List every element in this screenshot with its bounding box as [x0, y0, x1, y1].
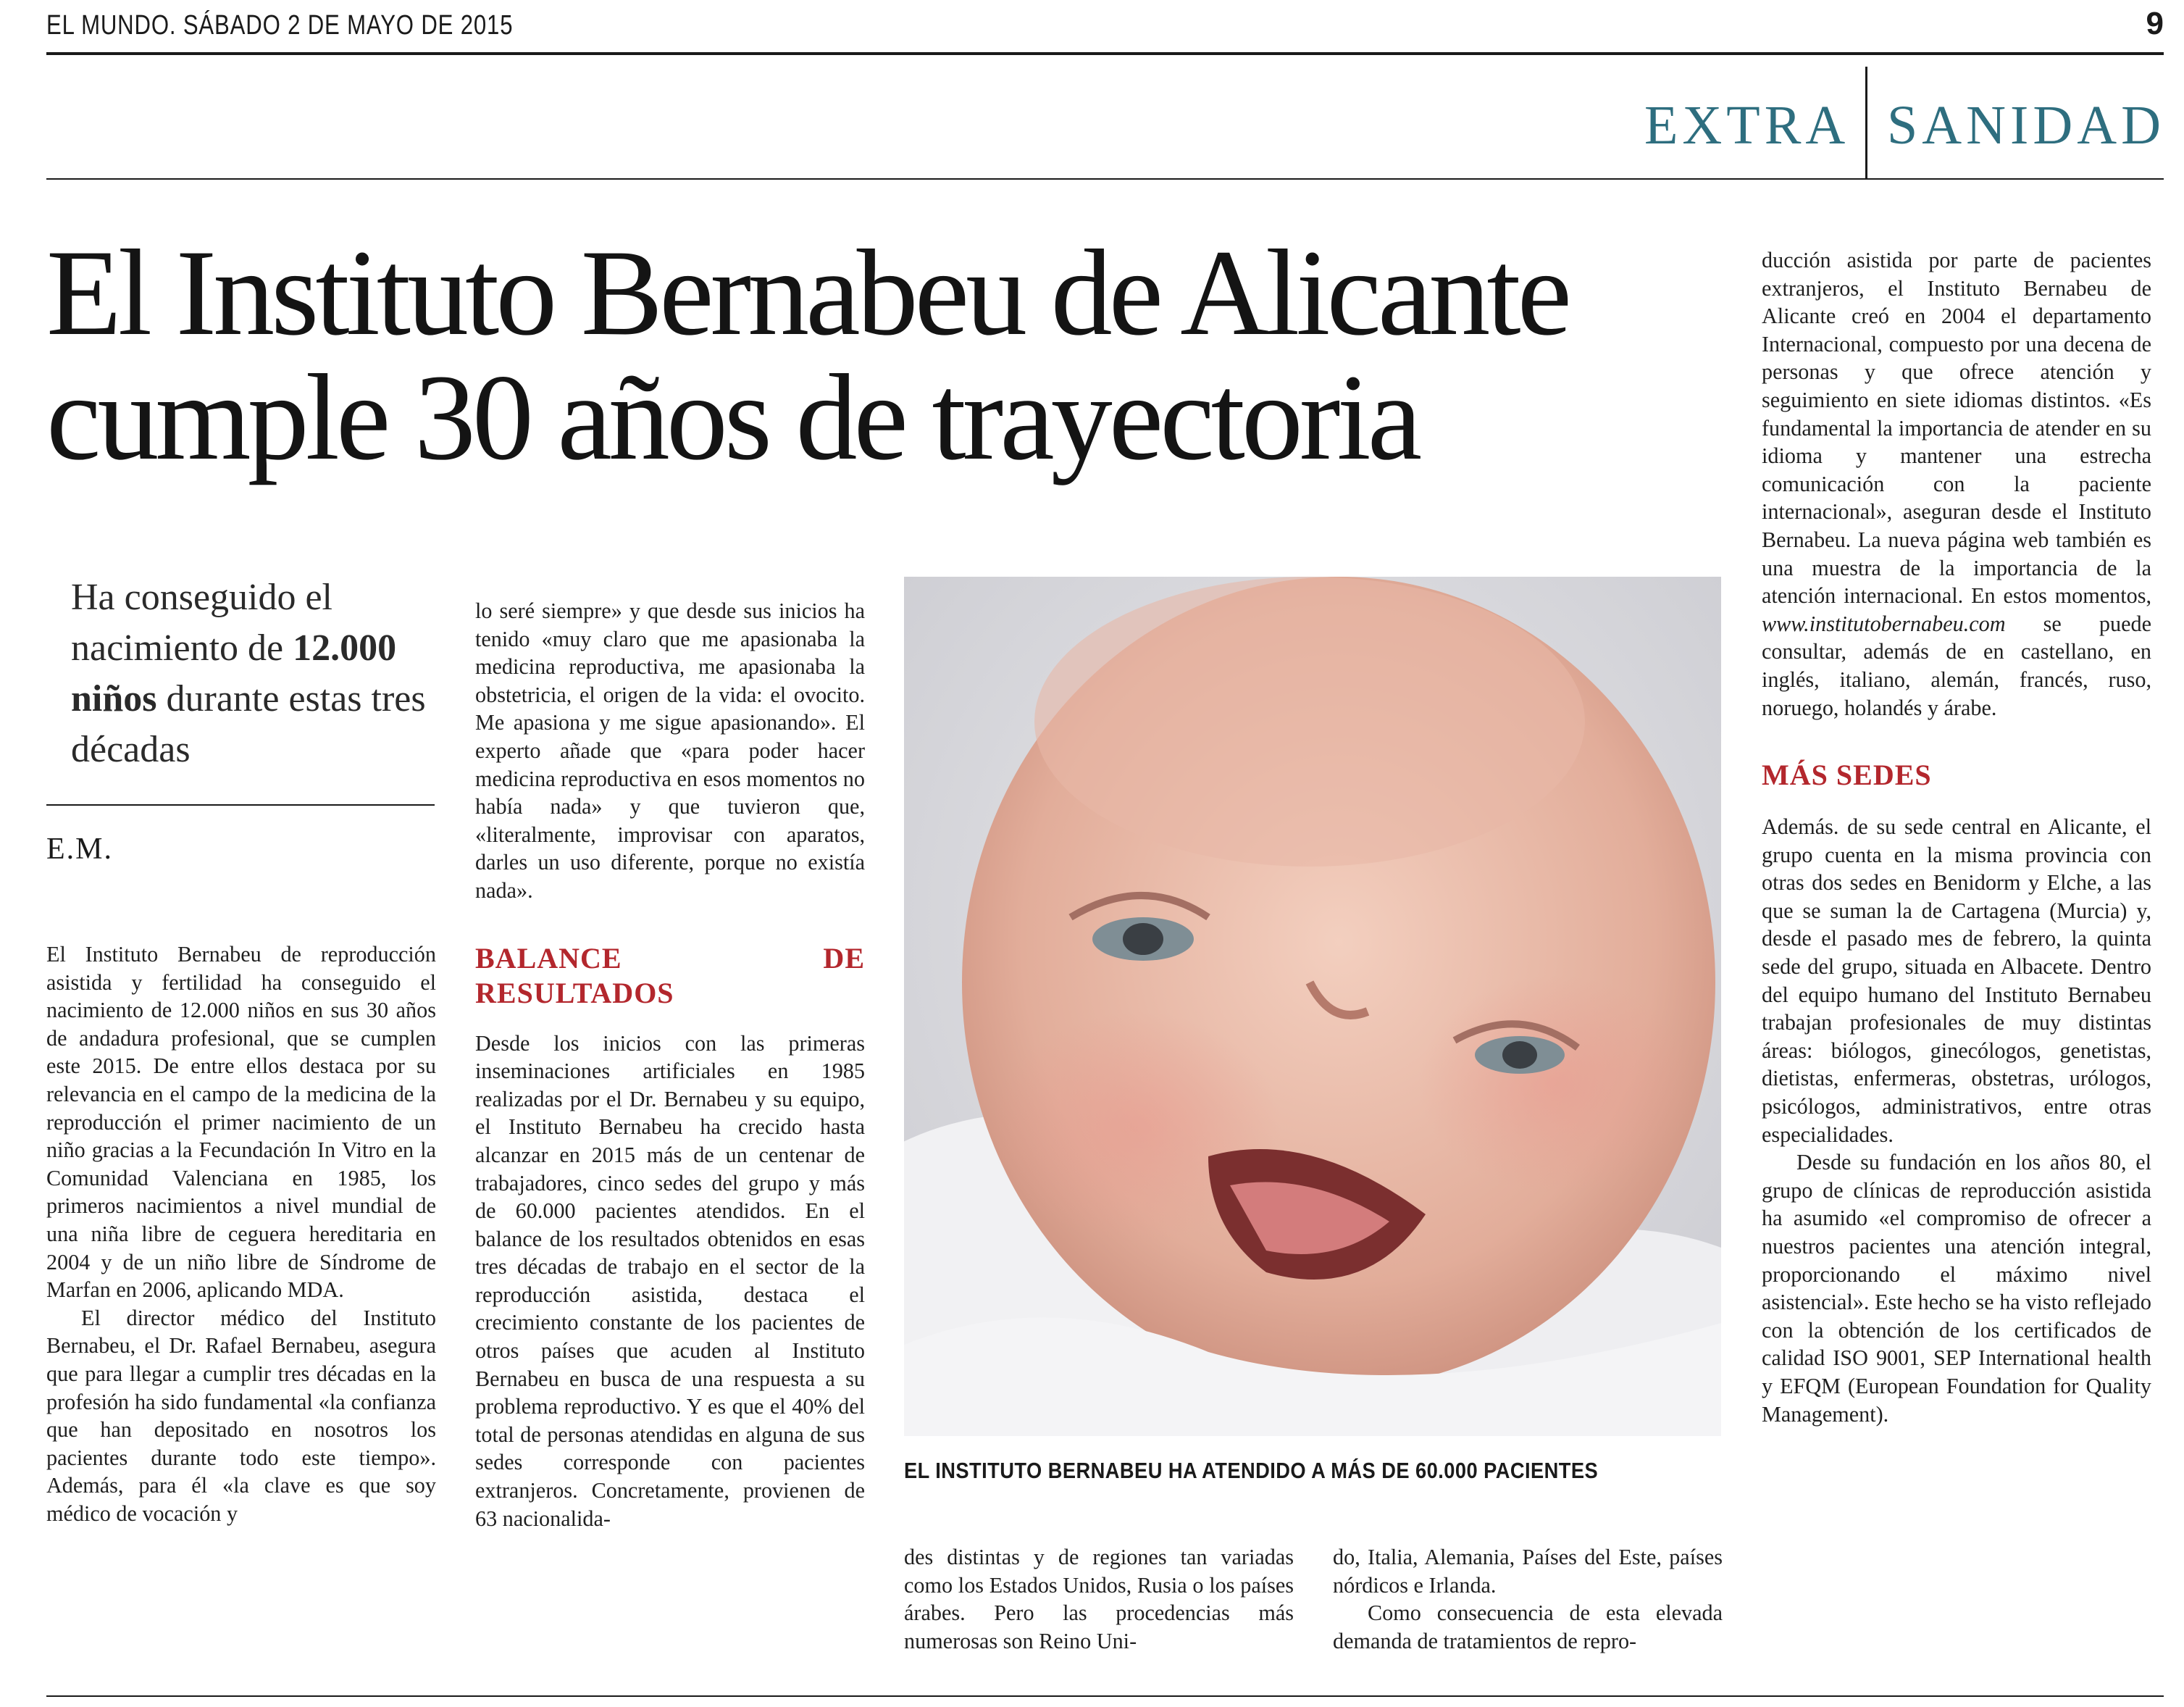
paragraph: des distintas y de regiones tan variadas como los Estados Unidos, Rusia o los países árabes. Pero las procedencias más numerosas son Reino Uni- — [904, 1545, 1294, 1653]
photo-caption: EL INSTITUTO BERNABEU HA ATENDIDO A MÁS DE 60.000 PACIENTES — [904, 1458, 1599, 1483]
paragraph — [1762, 246, 2151, 722]
paragraph: Desde los inicios con las primeras inseminaciones artificiales en 1985 realizadas por el Dr. Bernabeu y su equipo, el Instituto Bernabeu ha crecido hasta alcanzar en 2015 más de un centenar de trabajadores, cinco sedes del grupo y más de 60.000 pacientes atendidos. En el balance de los resultados obtenidos en esas tres décadas de trabajo en el sector de la reproducción asistida, destaca el crecimiento constante de los pacientes de otros países que acuden al Instituto Bernabeu en busca de una respuesta a su problema reproductivo. Y es que el 40% del total de personas atendidas en alguna de sus sedes corresponde con pacientes extranjeros. Concretamente, provienen de 63 nacionalida- — [475, 1030, 865, 1531]
headline-line-1: El Instituto Bernabeu de Alicante — [46, 225, 1569, 361]
article-column-3 — [904, 1543, 1294, 1655]
website-url[interactable]: www.institutobernabeu.com — [1762, 611, 2006, 636]
footer-rule — [46, 1695, 2164, 1697]
deck-rule — [46, 804, 435, 806]
publication-date: EL MUNDO. SÁBADO 2 DE MAYO DE 2015 — [46, 10, 514, 41]
header-rule — [46, 52, 2164, 55]
paragraph: Como consecuencia de esta elevada demanda de tratamientos de repro- — [1333, 1600, 1723, 1653]
paragraph: Desde su fundación en los años 80, el grupo de clínicas de reproducción asistida ha asumido «el compromiso de ofrecer a nuestros pacientes una atención integral, proporcionando el máximo nivel asistencial». Este hecho se ha visto reflejado con la obtención de los certificados de calidad ISO 9001, SEP International health y EFQM (European Foundation for Quality Management). — [1762, 1150, 2151, 1427]
paragraph: El director médico del Instituto Bernabeu, el Dr. Rafael Bernabeu, asegura que para llegar a cumplir tres décadas en la profesión ha sido fundamental «la confianza que han depositado en nosotros los pacientes durante todo este tiempo». Además, para él «la clave es que soy médico de vocación y — [46, 1305, 436, 1526]
headline-line-2: cumple 30 años de trayectoria — [46, 349, 1419, 485]
laughing-baby-photo — [904, 577, 1721, 1436]
paragraph-text: ducción asistida por parte de pacientes extranjeros, el Instituto Bernabeu de Alicante creó en 2004 el departamento Internacional, compuesto por una decena de personas y que ofrece atención y seguimiento en siete idiomas distintos. «Es fundamental la importancia de atender en su idioma y mantener una estrecha comunicación con la paciente internacional», aseguran desde el Instituto Bernabeu. La nueva página web también es una muestra de la importancia de la atención internacional. En estos momentos, — [1762, 248, 2151, 609]
section-label-extra: EXTRA — [1644, 95, 1850, 156]
paragraph-text: se puede consultar, además de en castellano, en inglés, italiano, alemán, francés, ruso, noruego, holandés y árabe. — [1762, 611, 2151, 720]
article-column-5 — [1762, 246, 2151, 1428]
page-number: 9 — [2146, 6, 2164, 41]
subhead-sedes: MÁS SEDES — [1762, 759, 1932, 792]
article-column-4 — [1333, 1543, 1723, 1655]
paragraph: do, Italia, Alemania, Países del Este, países nórdicos e Irlanda. — [1333, 1545, 1723, 1598]
deck — [71, 572, 462, 775]
subhead-balance: BALANCE DE RESULTADOS — [475, 941, 865, 1009]
section-rule — [46, 178, 2164, 180]
section-separator — [1865, 67, 1867, 179]
article-column-1 — [46, 940, 436, 1527]
paragraph: El Instituto Bernabeu de reproducción asistida y fertilidad ha conseguido el nacimiento de 12.000 niños en sus 30 años de andadura profesional, que se cumplen este 2015. De entre ellos destaca por su relevancia en el campo de la medicina de la reproducción el primer nacimiento de un niño gracias a la Fecundación In Vitro en la Comunidad Valenciana en 1985, los primeros nacimientos a nivel mundial de una niña libre de ceguera hereditaria en 2004 y de un niño libre de Síndrome de Marfan en 2006, aplicando MDA. — [46, 942, 436, 1303]
deck-text-bold: 12.000 niños — [71, 627, 397, 719]
byline: E.M. — [46, 832, 113, 866]
paragraph: lo seré siempre» y que desde sus inicios ha tenido «muy claro que me apasionaba la medicina reproductiva, me apasionaba la obstetricia, el origen de la vida: el ovocito. Me apasiona y me sigue apasionando». El experto añade que «para poder hacer medicina reproductiva en esos momentos no había nada» y que tuvieron que, «literalmente, improvisar con aparatos, darles un uso diferente, porque no existía nada». — [475, 598, 865, 903]
headline — [46, 225, 1734, 485]
deck-text-after: durante estas tres décadas — [71, 678, 426, 770]
section-label-sanidad: SANIDAD — [1887, 95, 2165, 156]
article-column-2 — [475, 597, 865, 1532]
deck-text-before: Ha conseguido el nacimiento de — [71, 577, 333, 669]
paragraph: Además. de su sede central en Alicante, el grupo cuenta en la misma provincia con otras dos sedes en Benidorm y Elche, a las que se suman la de Cartagena (Murcia) y, desde el pasado mes de febrero, la quinta sede del grupo, situada en Albacete. Dentro del equipo humano del Instituto Bernabeu trabajan profesionales de muy distintas áreas: biólogos, ginecólogos, genetistas, dietistas, enfermeras, obstetras, urólogos, psicólogos, administrativos, entre otras especialidades. — [1762, 814, 2151, 1147]
